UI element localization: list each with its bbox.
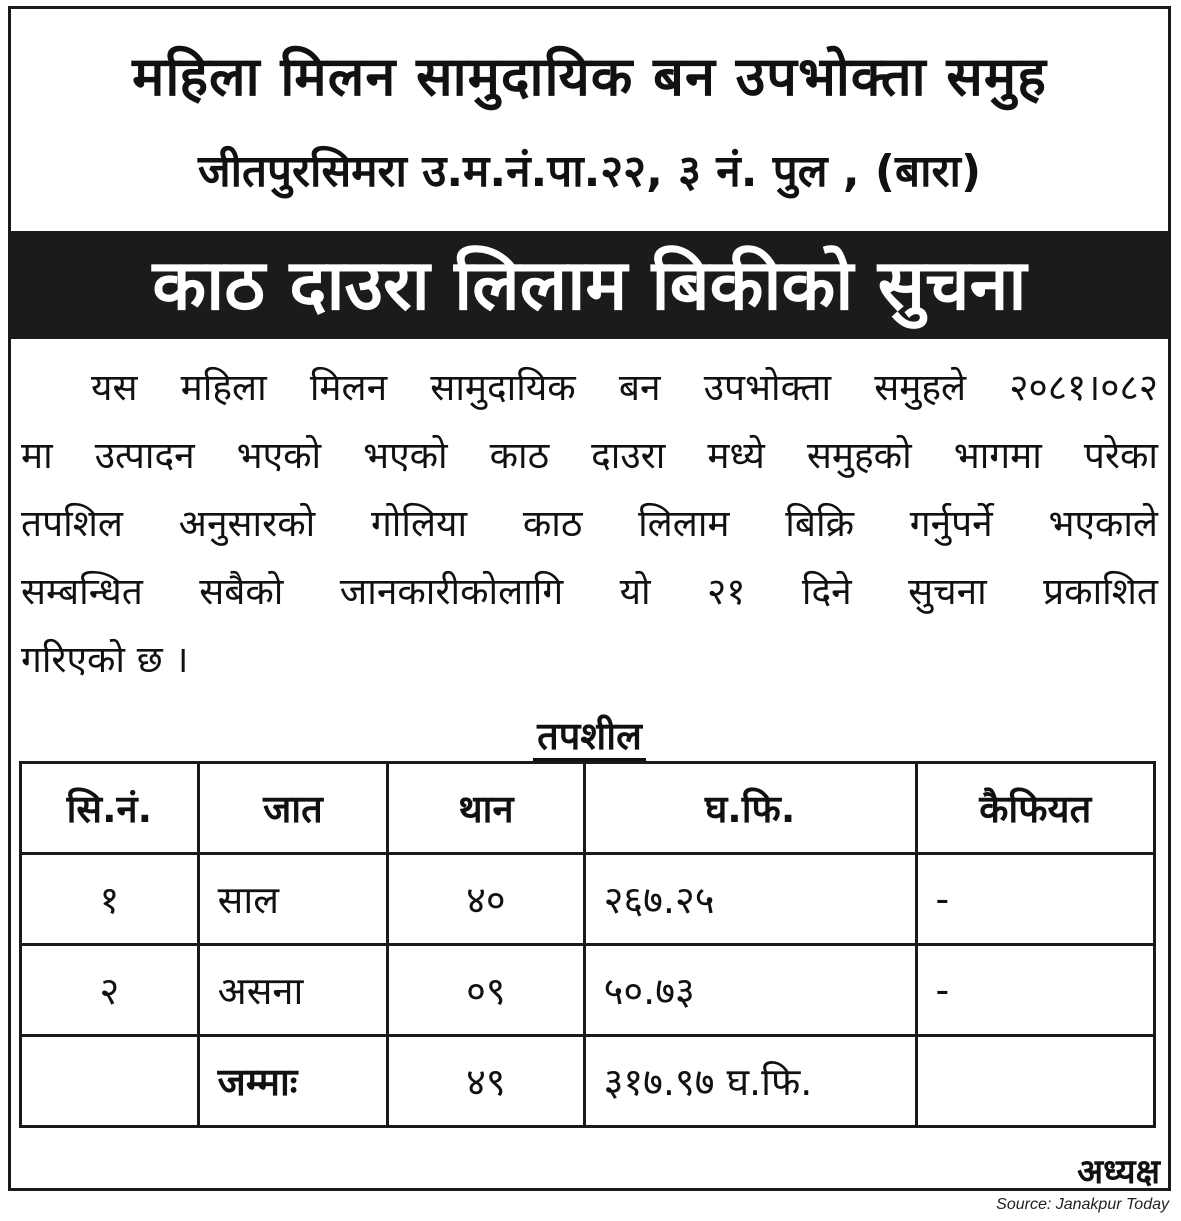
schedule-heading-text: तपशील bbox=[533, 714, 646, 761]
column-header-serial: सि.नं. bbox=[21, 763, 199, 854]
source-credit: Source: Janakpur Today bbox=[996, 1196, 1169, 1213]
total-pieces: ४९ bbox=[388, 1036, 584, 1127]
cell-empty bbox=[916, 1036, 1155, 1127]
cell-species: साल bbox=[198, 854, 388, 945]
body-line: गरिएको छ । bbox=[21, 638, 189, 681]
total-label: जम्माः bbox=[198, 1036, 388, 1127]
organization-name: महिला मिलन सामुदायिक बन उपभोक्ता समुह bbox=[132, 45, 1047, 108]
table-row bbox=[21, 945, 1155, 1036]
signature-title: अध्यक्ष bbox=[1077, 1152, 1160, 1192]
schedule-heading bbox=[11, 709, 1168, 761]
notice-title: काठ दाउरा लिलाम बिकीको सुचना bbox=[152, 244, 1027, 326]
cell-species: असना bbox=[198, 945, 388, 1036]
schedule-table bbox=[19, 761, 1156, 1128]
cell-pieces: ४० bbox=[388, 854, 584, 945]
notice-title-bar bbox=[11, 231, 1168, 339]
cell-remarks: - bbox=[916, 945, 1155, 1036]
body-line: तपशिल अनुसारको गोलिया काठ लिलाम बिक्रि गर्नुपर्ने भएकाले bbox=[21, 502, 1158, 545]
body-line: मा उत्पादन भएको भएको काठ दाउरा मध्ये समुहको भागमा परेका bbox=[21, 434, 1158, 477]
cell-remarks: - bbox=[916, 854, 1155, 945]
cell-empty bbox=[21, 1036, 199, 1127]
organization-address: जीतपुरसिमरा उ.म.नं.पा.२२, ३ नं. पुल , (बारा) bbox=[197, 146, 982, 197]
notice-frame bbox=[8, 6, 1171, 1191]
column-header-remarks: कैफियत bbox=[916, 763, 1155, 854]
total-cubic-feet: ३१७.९७ घ.फि. bbox=[584, 1036, 916, 1127]
table-row bbox=[21, 854, 1155, 945]
body-line: यस महिला मिलन सामुदायिक बन उपभोक्ता समुहले २०८१।०८२ bbox=[91, 366, 1158, 409]
notice-body bbox=[21, 354, 1158, 694]
table-total-row bbox=[21, 1036, 1155, 1127]
cell-serial: २ bbox=[21, 945, 199, 1036]
column-header-species: जात bbox=[198, 763, 388, 854]
cell-cubic-feet: ५०.७३ bbox=[584, 945, 916, 1036]
cell-serial: १ bbox=[21, 854, 199, 945]
organization-header bbox=[11, 9, 1168, 234]
table-header-row bbox=[21, 763, 1155, 854]
cell-pieces: ०९ bbox=[388, 945, 584, 1036]
body-line: सम्बन्धित सबैको जानकारीकोलागि यो २१ दिने सुचना प्रकाशित bbox=[21, 570, 1158, 613]
column-header-cubic-feet: घ.फि. bbox=[584, 763, 916, 854]
column-header-pieces: थान bbox=[388, 763, 584, 854]
cell-cubic-feet: २६७.२५ bbox=[584, 854, 916, 945]
